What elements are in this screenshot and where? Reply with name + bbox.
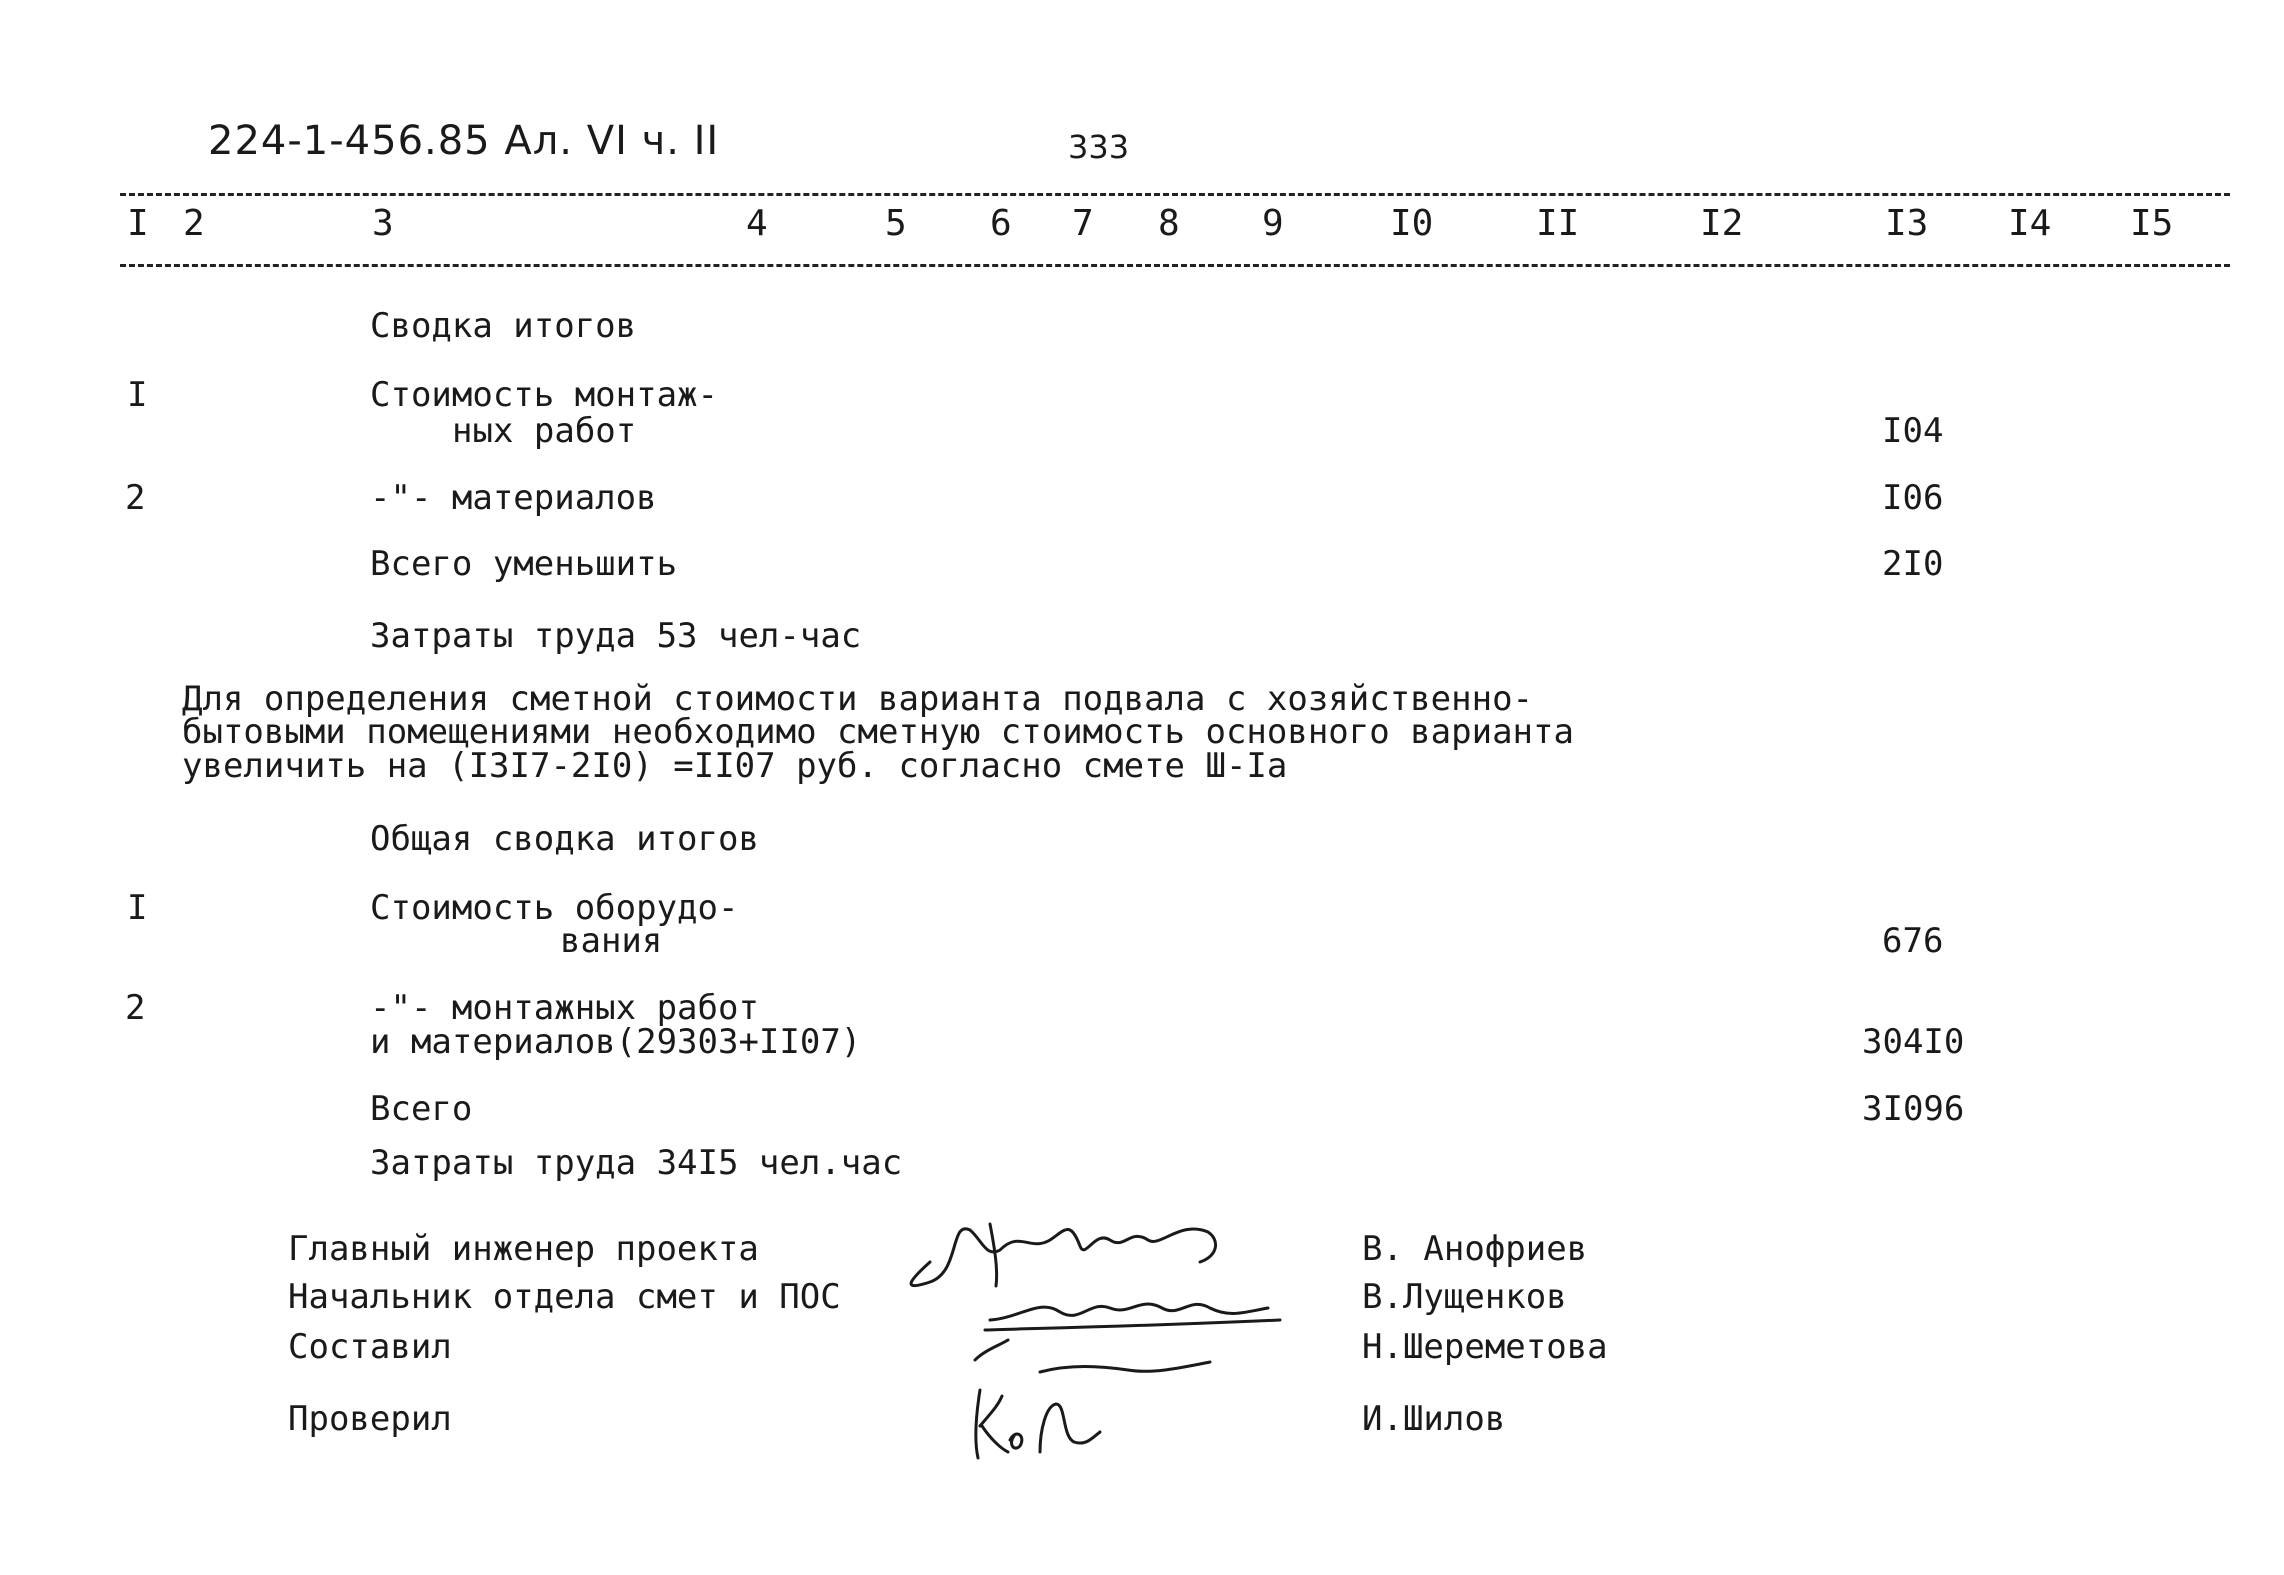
column-number: I5: [2130, 203, 2174, 244]
labor-cost: Затраты труда 34I5 чел.час: [370, 1143, 903, 1183]
signature-stroke: [976, 1390, 980, 1458]
signatory-name: И.Шилов: [1362, 1399, 1506, 1439]
signatory-role: Главный инженер проекта: [288, 1229, 759, 1269]
page-number: 333: [1068, 128, 1130, 166]
column-number: 3: [372, 203, 394, 244]
handwritten-signatures: [890, 1200, 1310, 1460]
signature-stroke: [980, 1396, 1002, 1426]
signatory-name: В. Анофриев: [1362, 1229, 1588, 1269]
signature-stroke: [1040, 1362, 1210, 1372]
row-number: I: [127, 375, 148, 415]
signatory-name: Н.Шереметова: [1362, 1327, 1608, 1367]
column-number: I3: [1885, 203, 1929, 244]
column-number: 7: [1072, 203, 1094, 244]
row-value: I06: [1882, 478, 1944, 518]
column-number: I: [127, 203, 149, 244]
column-number: 6: [990, 203, 1012, 244]
row-value: I04: [1882, 411, 1944, 451]
signature-stroke: [982, 1426, 1008, 1452]
document-code: 224-1-456.85 Ал. VI ч. II: [208, 118, 720, 164]
row-label: Стоимость монтаж-: [370, 375, 718, 415]
signature-stroke: [1010, 1434, 1022, 1448]
row-number: I: [127, 888, 148, 928]
column-number: 2: [183, 203, 205, 244]
summary-title: Сводка итогов: [370, 306, 637, 346]
summary-title: Общая сводка итогов: [370, 819, 759, 859]
row-label: -"- монтажных работ: [370, 988, 759, 1028]
row-label-continued: вания: [560, 921, 663, 961]
row-number: 2: [125, 478, 146, 518]
table-header-top-rule: [120, 193, 2230, 196]
row-label-continued: ных работ: [452, 411, 637, 451]
row-label: Стоимость оборудо-: [370, 888, 739, 928]
paragraph-line: увеличить на (I3I7-2I0) =II07 руб. согласно смете Ш-Iа: [182, 746, 1288, 786]
signatory-role: Проверил: [288, 1399, 452, 1439]
column-number: 8: [1158, 203, 1180, 244]
row-number: 2: [125, 988, 146, 1028]
row-value: 676: [1882, 921, 1944, 961]
column-number: I4: [2008, 203, 2052, 244]
signature-stroke: [985, 1320, 1280, 1330]
column-number: 4: [746, 203, 768, 244]
column-number: I2: [1700, 203, 1744, 244]
signature-stroke: [990, 1224, 997, 1286]
paragraph-line: Для определения сметной стоимости варианта подвала с хозяйственно-: [182, 679, 1534, 719]
signatory-role: Составил: [288, 1327, 452, 1367]
signature-stroke: [990, 1304, 1268, 1320]
row-value: 304I0: [1862, 1022, 1965, 1062]
column-number: 9: [1262, 203, 1284, 244]
paragraph-line: бытовыми помещениями необходимо сметную стоимость основного варианта: [182, 712, 1574, 752]
total-label: Всего: [370, 1089, 473, 1129]
total-value: 3I096: [1862, 1089, 1965, 1129]
total-value: 2I0: [1882, 544, 1944, 584]
column-number: II: [1536, 203, 1580, 244]
signatory-role: Начальник отдела смет и ПОС: [288, 1277, 841, 1317]
total-label: Всего уменьшить: [370, 544, 678, 584]
signatory-name: В.Лущенков: [1362, 1277, 1567, 1317]
signature-stroke: [911, 1229, 1215, 1286]
column-number: 5: [885, 203, 907, 244]
signature-stroke: [975, 1340, 1008, 1360]
signature-stroke: [1040, 1404, 1100, 1452]
row-label-continued: и материалов(29303+II07): [370, 1022, 862, 1062]
table-header-bottom-rule: [120, 264, 2230, 267]
labor-cost: Затраты труда 53 чел-час: [370, 616, 862, 656]
column-number: I0: [1390, 203, 1434, 244]
row-label: -"- материалов: [370, 478, 657, 518]
